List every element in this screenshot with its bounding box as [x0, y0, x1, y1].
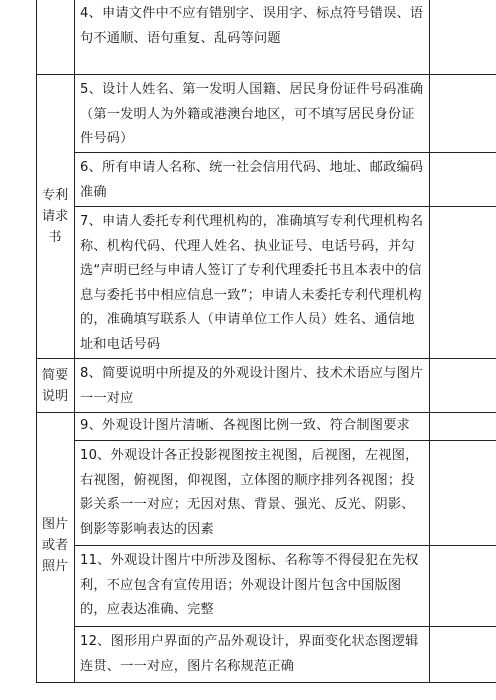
row-divider [36, 358, 496, 359]
row-divider [74, 626, 496, 627]
checklist-item-12: 12、图形用户界面的产品外观设计，界面变化状态图逻辑连贯、一一对应，图片名称规范正确 [80, 634, 419, 674]
row-divider [74, 152, 496, 153]
checklist-item-6: 6、所有申请人名称、统一社会信用代码、地址、邮政编码准确 [80, 160, 424, 200]
checklist-item-7: 7、申请人委托专利代理机构的，准确填写专利代理机构名称、机构代码、代理人姓名、执业证号、电话号码，并勾选“声明已经与申请人签订了专利代理委托书且本表中的信息与委托书中相应信息一致”；申请人未委托专利代理机构的，准确填写联系人（申请单位工作人员）姓名、通信地址和电话号码 [80, 214, 424, 352]
checklist-item-10: 10、外观设计各正投影视图按主视图，后视图，左视图，右视图，俯视图，仰视图，立体图的顺序排列各视图；投影关系一一对应；无因对焦、背景、强光、反光、阴影、倒影等影响表达的因素 [80, 448, 419, 537]
table-border-bottom [36, 682, 496, 683]
checklist-item-8: 8、简要说明中所提及的外观设计图片、技术术语应与图片一一对应 [80, 366, 424, 406]
checklist-item-11: 11、外观设计图片中所涉及图标、名称等不得侵犯在先权利，不应包含有宣传用语；外观设计图片包含中国版图的，应表达准确、完整 [80, 553, 419, 617]
checklist-item-4: 4、申请文件中不应有错别字、误用字、标点符号错误、语句不通顺、语句重复、乱码等问题 [80, 6, 424, 46]
row-divider [74, 440, 496, 441]
row-divider [74, 545, 496, 546]
check-column-divider [429, 0, 430, 683]
category-images-or-photos: 图片或者照片 [41, 517, 69, 574]
category-column-divider [74, 0, 75, 683]
category-brief-description: 简要说明 [41, 368, 69, 404]
checklist-item-5: 5、设计人姓名、第一发明人国籍、居民身份证件号码准确（第一发明人为外籍或港澳台地区，可不填写居民身份证件号码） [80, 82, 424, 146]
checklist-item-9: 9、外观设计图片清晰、各视图比例一致、符合制图要求 [80, 418, 410, 433]
row-divider [36, 74, 496, 75]
category-patent-request: 专利请求书 [41, 188, 69, 245]
row-divider [74, 206, 496, 207]
row-divider [36, 412, 496, 413]
table-border-left [36, 0, 37, 683]
